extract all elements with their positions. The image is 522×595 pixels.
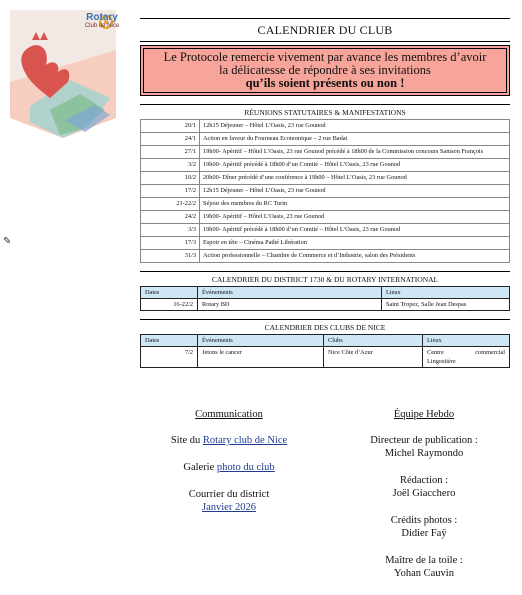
cell-lieu [423, 347, 510, 368]
col-lieux: Lieux [423, 335, 510, 347]
table-row [141, 146, 510, 159]
logo-club: Club de Nice [84, 23, 120, 29]
table-row [141, 159, 510, 172]
cell-date: 24/1 [141, 133, 200, 146]
cell-event: 19h00- Apéritif – Hôtel L’Oasis, 23 rue Gounod précédé à 18h00 de la Commission concours Samson François [200, 146, 510, 159]
clubs-heading: CALENDRIER DES CLUBS DE NICE [140, 319, 510, 334]
cell-date: 31/3 [141, 250, 200, 263]
maitre-name: Yohan Cauvin [394, 568, 454, 579]
cell-event: Rotary BD [198, 299, 382, 311]
district-table [140, 286, 510, 311]
equipe-hebdo-column [344, 408, 504, 580]
cell-date: 10/2 [141, 172, 200, 185]
table-row [141, 250, 510, 263]
table-row [141, 237, 510, 250]
col-dates: Dates [141, 335, 198, 347]
courrier-label: Courrier du district [188, 489, 270, 500]
pen-icon: ✎ [3, 236, 12, 247]
cell-date: 3/2 [141, 159, 200, 172]
site-prefix: Site du [170, 435, 203, 446]
cell-event: 12h15 Déjeuner – Hôtel L’Oasis, 23 rue Gounod [200, 120, 510, 133]
protocole-box [140, 45, 510, 96]
photo-gallery-link[interactable]: photo du club [216, 462, 275, 473]
cell-event: 19h00- Apéritif précédé à 18h00 d’un Comité – Hôtel L’Oasis, 23 rue Gounod [200, 224, 510, 237]
rotary-logo-banner [10, 10, 120, 138]
protocole-line-1: Le Protocole remercie vivement par avance les membres d’avoir [163, 50, 487, 64]
col-evenements: Évènements [198, 335, 324, 347]
table-row [141, 198, 510, 211]
cell-event: 19h00- Apéritif précédé à 18h00 d’un Comité – Hôtel L’Oasis, 23 rue Gounod [200, 159, 510, 172]
rotary-club-nice-link[interactable]: Rotary club de Nice [202, 435, 288, 446]
galerie-prefix: Galerie [183, 462, 217, 473]
cell-event: 19h00- Apéritif – Hôtel L’Oasis, 23 rue Gounod [200, 211, 510, 224]
reunions-heading: RÉUNIONS STATUTAIRES & MANIFESTATIONS [140, 104, 510, 119]
page-title: CALENDRIER DU CLUB [257, 23, 393, 37]
reunions-table [140, 119, 510, 263]
district-heading: CALENDRIER DU DISTRICT 1730 & DU ROTARY INTERNATIONAL [140, 271, 510, 286]
cell-event: Séjour des membres du RC Turin [200, 198, 510, 211]
divider [140, 41, 510, 42]
table-row [141, 133, 510, 146]
cell-lieu: Saint Tropez, Salle Jean Despas [382, 299, 510, 311]
cell-date: 3/3 [141, 224, 200, 237]
cell-date: 17/3 [141, 237, 200, 250]
table-row [141, 120, 510, 133]
table-row [141, 185, 510, 198]
logo-brand: Rotary [86, 12, 118, 23]
equipe-heading: Équipe Hebdo [393, 409, 455, 420]
cell-event: Action en faveur du Fourneau Economique – 2 rue Badat [200, 133, 510, 146]
col-clubs: Clubs [324, 335, 423, 347]
cell-date: 24/2 [141, 211, 200, 224]
redaction-name: Joël Giacchero [392, 488, 456, 499]
cell-event: Jetons le cancer [198, 347, 324, 368]
cell-date: 27/1 [141, 146, 200, 159]
protocole-line-3: qu’ils soient présents ou non ! [245, 76, 405, 90]
cell-event: 12h15 Déjeuner – Hôtel L’Oasis, 23 rue Gounod [200, 185, 510, 198]
table-row [141, 172, 510, 185]
col-evenements: Évènements [198, 287, 382, 299]
redaction-label: Rédaction : [399, 475, 449, 486]
communication-heading: Communication [195, 409, 263, 420]
protocole-line-2: la délicatesse de répondre à ses invitations [219, 63, 431, 77]
cell-lieu-line-1: Centre commercial [427, 349, 505, 356]
cell-event: Espoir en tête – Cinéma Pathé Libération [200, 237, 510, 250]
cell-date: 7/2 [141, 347, 198, 368]
cell-date: 17/2 [141, 185, 200, 198]
credits-label: Crédits photos : [390, 515, 458, 526]
cell-lieu-line-2: Lingostière [427, 358, 456, 365]
divider [140, 18, 510, 19]
cell-club: Nice Côte d’Azur [324, 347, 423, 368]
cell-date: 16-22/2 [141, 299, 198, 311]
maitre-label: Maître de la toile : [385, 555, 463, 566]
cell-event: 20h00- Dîner précédé d’une conférence à 19h00 – Hôtel L’Oasis, 23 rue Gounod [200, 172, 510, 185]
courrier-janvier-link[interactable]: Janvier 2026 [202, 502, 256, 513]
cell-date: 20/1 [141, 120, 200, 133]
logo-text [82, 12, 122, 29]
table-row [141, 299, 510, 311]
credits-name: Didier Faÿ [401, 528, 447, 539]
table-row [141, 347, 510, 368]
directeur-name: Michel Raymondo [384, 448, 464, 459]
rotary-nice-emblem-icon [10, 10, 116, 138]
clubs-table [140, 334, 510, 368]
table-row [141, 211, 510, 224]
main-column [140, 18, 510, 368]
table-row [141, 224, 510, 237]
col-lieux: Lieux [382, 287, 510, 299]
directeur-label: Directeur de publication : [370, 435, 478, 446]
cell-date: 21-22/2 [141, 198, 200, 211]
col-dates: Dates [141, 287, 198, 299]
communication-column [140, 408, 318, 514]
protocole-message [143, 48, 507, 93]
cell-event: Action professionnelle – Chambre de Commerce et d’Industrie, salon des Présidents [200, 250, 510, 263]
